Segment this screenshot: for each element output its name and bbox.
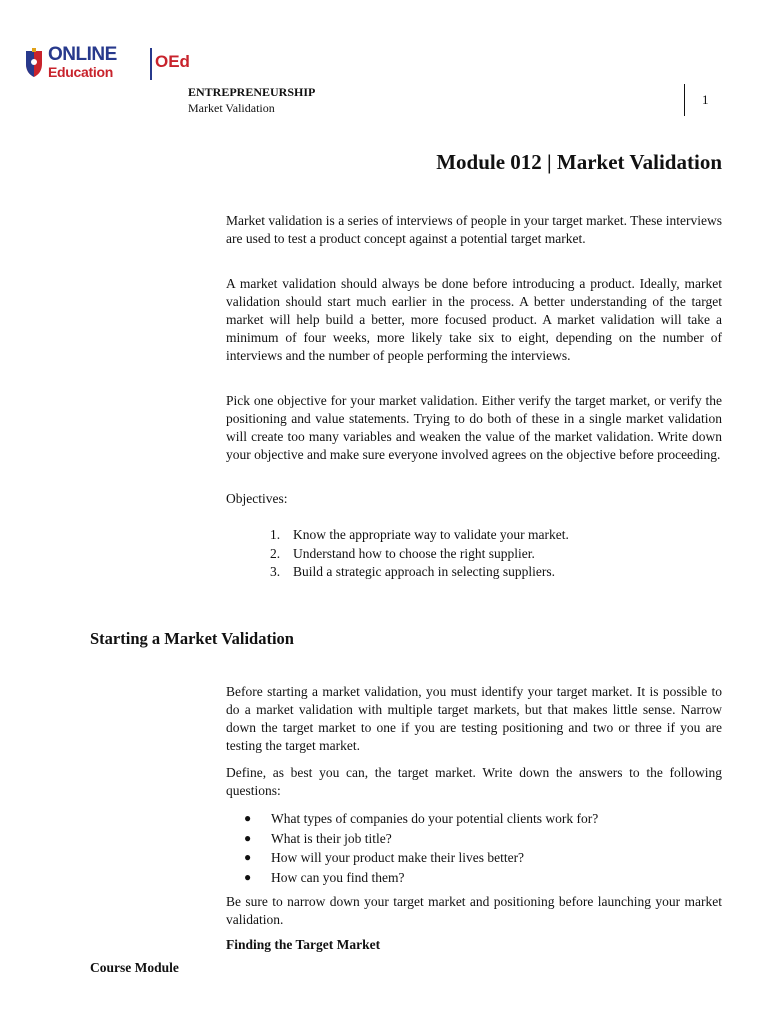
list-item	[244, 809, 714, 829]
paragraph-text: Define, as best you can, the target market. Write down the answers to the following questions:	[226, 765, 722, 798]
closing-paragraph	[226, 893, 722, 929]
bullet-icon: ●	[244, 830, 252, 845]
list-item	[244, 868, 714, 888]
list-number: 1.	[270, 527, 281, 542]
list-number: 2.	[270, 545, 281, 561]
header-course-title: ENTREPRENEURSHIP	[188, 85, 316, 99]
intro-paragraph-3	[226, 392, 722, 464]
sub-heading: Finding the Target Market	[226, 937, 381, 952]
crest-icon	[24, 48, 44, 78]
objectives-list	[270, 526, 720, 582]
logo-word-oed: OEd	[155, 52, 190, 71]
section-paragraph-1	[226, 683, 722, 755]
list-item-text: Understand how to choose the right supplier.	[293, 545, 535, 561]
footer-course-module: Course Module	[90, 960, 179, 975]
paragraph-text: Market validation is a series of interviews of people in your target market. These interviews are used to test a product concept against a potential target market.	[226, 213, 722, 246]
paragraph-text: Be sure to narrow down your target market and positioning before launching your market validation.	[226, 894, 722, 927]
bullet-icon: ●	[244, 811, 252, 825]
list-item	[270, 545, 720, 564]
header-divider	[684, 84, 685, 116]
questions-list	[244, 809, 714, 887]
logo-word-online: ONLINE	[48, 44, 117, 65]
list-item	[270, 563, 720, 582]
logo-word-education: Education	[48, 64, 113, 80]
list-item-text: Know the appropriate way to validate your market.	[293, 527, 569, 542]
list-item-text: Build a strategic approach in selecting suppliers.	[293, 564, 556, 579]
section-heading: Starting a Market Validation	[90, 629, 294, 648]
list-item	[244, 848, 714, 868]
logo-divider	[150, 48, 152, 80]
objectives-label: Objectives:	[226, 491, 288, 506]
list-item	[270, 526, 720, 545]
paragraph-text: Pick one objective for your market validation. Either verify the target market, or verify the positioning and value statements. Trying to do both of these in a single market validation will create too many variables and weaken the value of the market validation. Write down your objective and make sure everyone involved agrees on the objective before proceeding.	[226, 393, 722, 462]
intro-paragraph-2	[226, 275, 722, 365]
section-paragraph-2	[226, 764, 722, 800]
module-title: Module 012 | Market Validation	[436, 150, 722, 174]
page-number: 1	[702, 92, 709, 107]
list-item-text: What is their job title?	[271, 830, 392, 846]
paragraph-text: A market validation should always be done before introducing a product. Ideally, market validation should start much earlier in the process. A better understanding of the target market will help build a better, more focused product. A market validation will take a minimum of four weeks, more likely take six to eight, depending on the number of interviews and the number of people performing the interviews.	[226, 276, 722, 363]
header-subtitle: Market Validation	[188, 101, 275, 115]
list-item-text: How will your product make their lives better?	[271, 850, 525, 865]
list-item	[244, 829, 714, 849]
list-item-text: What types of companies do your potential clients work for?	[271, 811, 599, 826]
bullet-icon: ●	[244, 850, 252, 864]
list-number: 3.	[270, 564, 281, 579]
list-item-text: How can you find them?	[271, 869, 405, 885]
paragraph-text: Before starting a market validation, you must identify your target market. It is possible to do a market validation with multiple target markets, but that makes little sense. Narrow down the target market to one if you are testing positioning and two or three if you are testing the target market.	[226, 684, 722, 753]
online-education-logo	[24, 44, 190, 86]
bullet-icon: ●	[244, 869, 252, 884]
intro-paragraph-1	[226, 212, 722, 248]
